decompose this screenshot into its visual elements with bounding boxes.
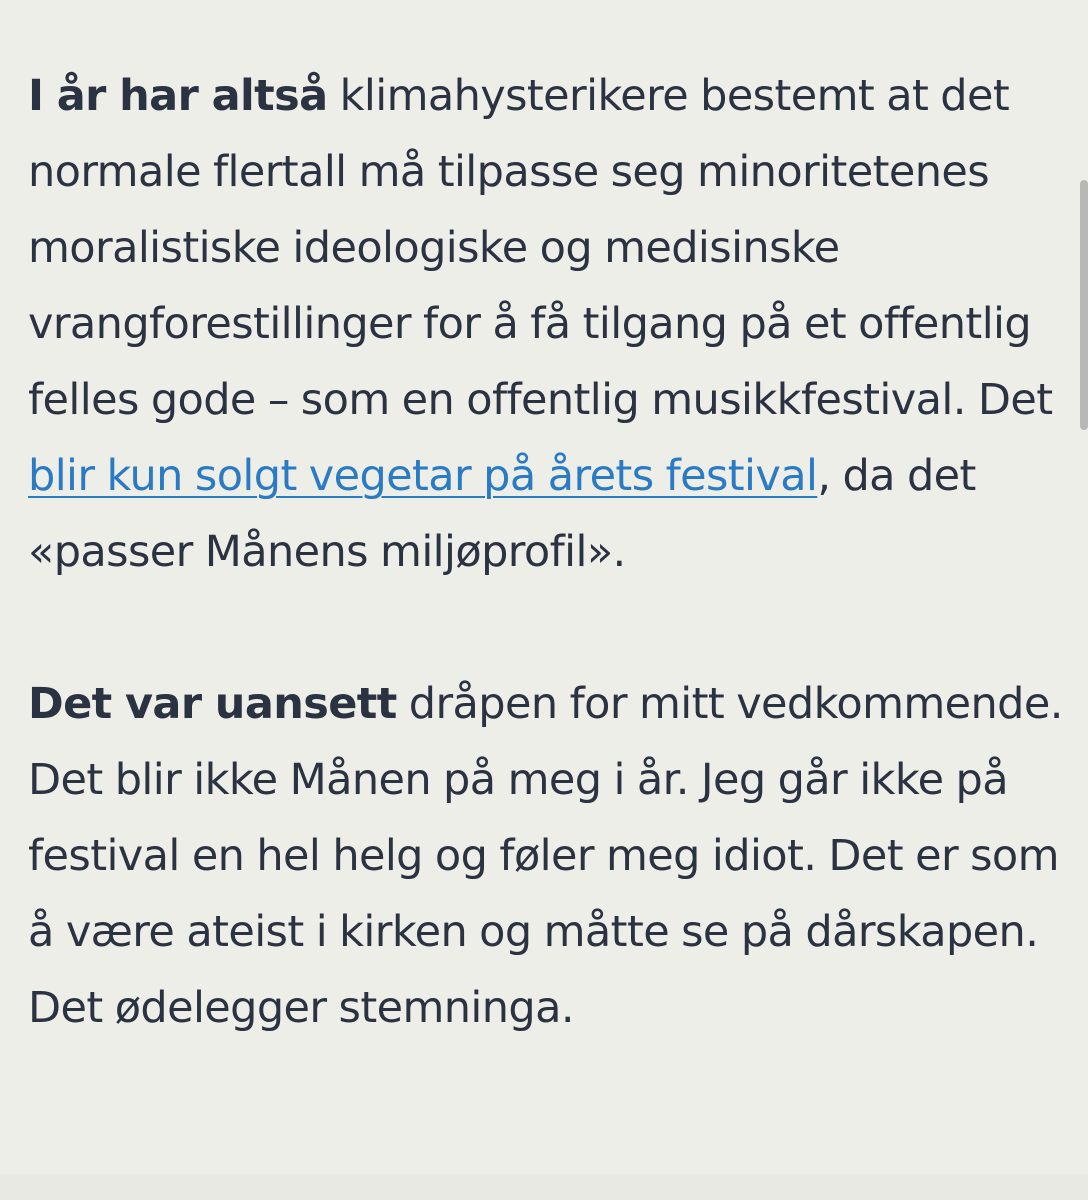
scrollbar-thumb[interactable] xyxy=(1080,180,1088,430)
paragraph-1-text-before: klimahysterikere bestemt at det normale flertall må tilpasse seg minoritetenes moralistiske ideologiske og medisinske vrangforestillinger for å få tilgang på et offentlig felles gode – som en offentlig musikkfestival. Det xyxy=(28,71,1053,425)
vegetar-article-link[interactable]: blir kun solgt vegetar på årets festival xyxy=(28,451,818,501)
paragraph-2-text: dråpen for mitt vedkommende. Det blir ikke Månen på meg i år. Jeg går ikke på festival en hel helg og føler meg idiot. Det er som å være ateist i kirken og måtte se på dårskapen. Det ødelegger stemninga. xyxy=(28,679,1063,1033)
paragraph-2-lead: Det var uansett xyxy=(28,679,397,729)
paragraph-2 xyxy=(28,666,1068,1046)
bottom-edge xyxy=(0,1174,1088,1200)
article-body xyxy=(28,58,1068,1046)
paragraph-1-text-after: , da det «passer Månens miljøprofil». xyxy=(28,451,976,577)
paragraph-1 xyxy=(28,58,1068,590)
paragraph-1-lead: I år har altså xyxy=(28,71,328,121)
